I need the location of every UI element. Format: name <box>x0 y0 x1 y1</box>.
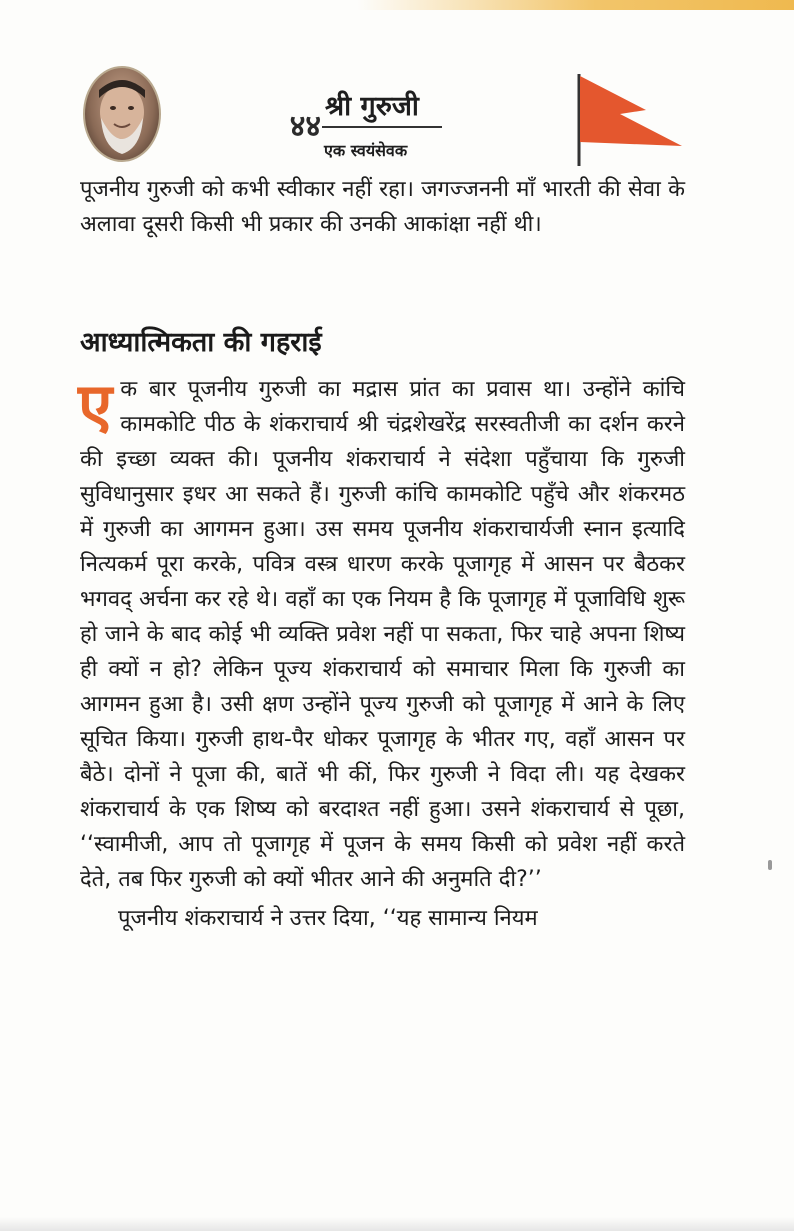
guruji-portrait <box>83 66 161 162</box>
section-heading: आध्यात्मिकता की गहराई <box>80 327 322 358</box>
section-body <box>78 369 685 936</box>
scan-speck <box>768 860 772 870</box>
book-subtitle: एक स्वयंसेवक <box>324 141 408 160</box>
header-divider <box>322 126 442 128</box>
page-number: ४४ <box>289 109 321 144</box>
saffron-flag-icon <box>574 70 686 166</box>
dropcap-letter: ए <box>78 369 113 442</box>
intro-paragraph: पूजनीय गुरुजी को कभी स्वीकार नहीं रहा। जगज्जननी माँ भारती की सेवा के अलावा दूसरी किसी भी प्रकार की उनकी आकांक्षा नहीं थी। <box>80 177 685 237</box>
page-top-edge <box>0 0 794 10</box>
page-bottom-edge <box>0 1217 794 1231</box>
book-title: श्री गुरुजी <box>325 91 419 122</box>
paragraph-1 <box>78 369 685 897</box>
paragraph-1-text: क बार पूजनीय गुरुजी का मद्रास प्रांत का प्रवास था। उन्होंने कांचि कामकोटि पीठ के शंकराचार्य श्री चंद्रशेखरेंद्र सरस्वतीजी का दर्शन करने की इच्छा व्यक्त की। पूजनीय शंकराचार्य ने संदेशा पहुँचाया कि गुरुजी सुविधानुसार इधर आ सकते हैं। गुरुजी कांचि कामकोटि पहुँचे और शंकरमठ में गुरुजी का आगमन हुआ। उस समय पूजनीय शंकराचार्यजी स्नान इत्यादि नित्यकर्म पूरा करके, पवित्र वस्त्र धारण करके पूजागृह में आसन पर बैठकर भगवद् अर्चना कर रहे थे। वहाँ का एक नियम है कि पूजागृह में पूजाविधि शुरू हो जाने के बाद कोई भी व्यक्ति प्रवेश नहीं पा सकता, फिर चाहे अपना शिष्य ही क्यों न हो? लेकिन पूज्य शंकराचार्य को समाचार मिला कि गुरुजी का आगमन हुआ है। उसी क्षण उन्होंने पूज्य गुरुजी को पूजागृह में आने के लिए सूचित किया। गुरुजी हाथ-पैर धोकर पूजागृह के भीतर गए, वहाँ आसन पर बैठे। दोनों ने पूजा की, बातें भी कीं, फिर गुरुजी ने विदा ली। यह देखकर शंकराचार्य के एक शिष्य को बरदाश्त नहीं हुआ। उसने शंकराचार्य से पूछा, ‘‘स्वामीजी, आप तो पूजागृह में पूजन के समय किसी को प्रवेश नहीं करते देते, तब फिर गुरुजी को क्यों भीतर आने की अनुमति दी?’’ <box>80 377 685 892</box>
paragraph-2: पूजनीय शंकराचार्य ने उत्तर दिया, ‘‘यह सामान्य नियम <box>118 906 538 931</box>
